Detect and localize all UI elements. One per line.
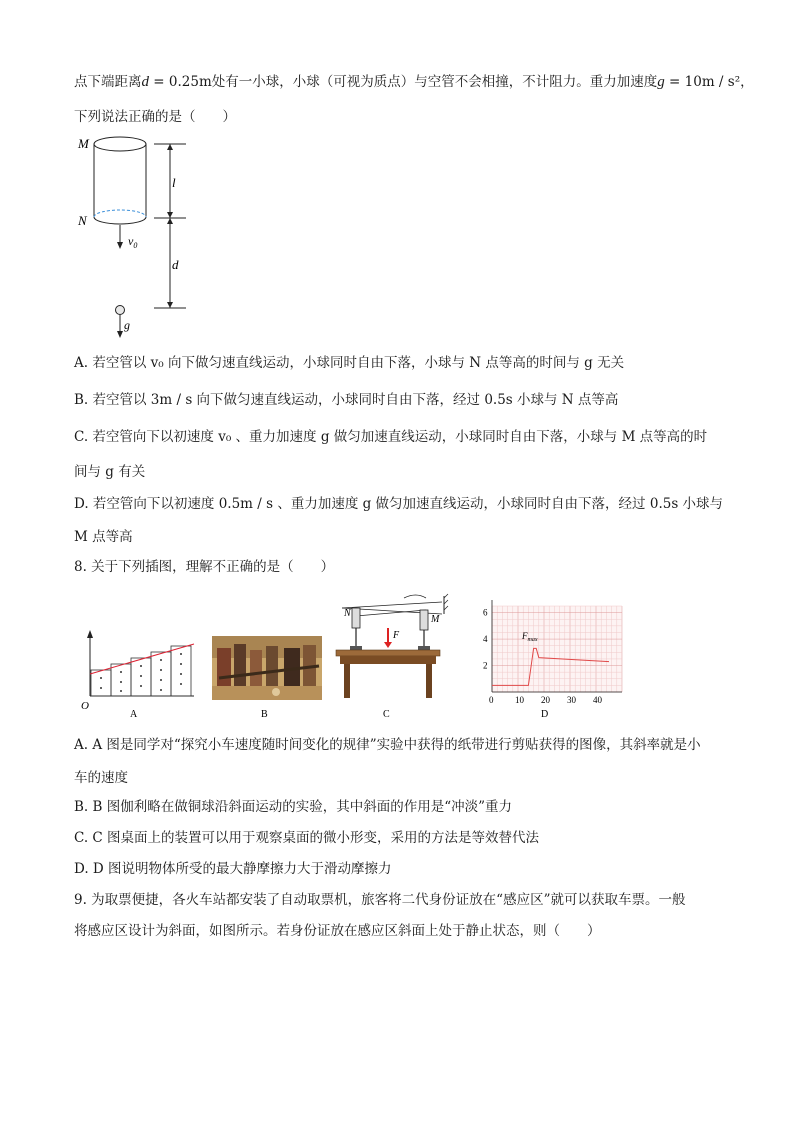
y-tick-label: 6: [483, 607, 488, 618]
label-d: d: [172, 257, 179, 272]
label-l: l: [172, 175, 176, 190]
label-g: g: [124, 318, 130, 332]
y-tick-label: 4: [483, 634, 488, 645]
q8-option-c: C. C 图桌面上的装置可以用于观察桌面的微小形变，采用的方法是等效替代法: [74, 830, 540, 846]
x-tick-label: 10: [515, 695, 524, 705]
caption-a: A: [130, 709, 138, 720]
caption-d: D: [541, 709, 549, 720]
tube-ball-figure: [74, 128, 194, 343]
x-tick-label: 40: [593, 695, 602, 705]
q7-option-a: A. 若空管以 v₀ 向下做匀速直线运动，小球同时自由下落，小球与 N 点等高的时间与 g 无关: [74, 355, 625, 371]
figure-d-friction-chart: [483, 600, 622, 720]
q8-option-d: D. D 图说明物体所受的最大静摩擦力大于滑动摩擦力: [74, 861, 392, 877]
mirror-n-label: N: [344, 608, 351, 619]
q7-option-c-line2: 间与 g 有关: [74, 464, 146, 480]
q7-option-b: B. 若空管以 3m / s 向下做匀速直线运动，小球同时自由下落，经过 0.5s 小球与 N 点等高: [74, 392, 619, 408]
q7-option-c-line1: C. 若空管向下以初速度 v₀ 、重力加速度 g 做匀加速直线运动，小球同时自由下落，小球与 M 点等高的时: [74, 429, 708, 445]
q8-figures: [74, 588, 634, 720]
mirror-m-label: M: [431, 614, 440, 625]
q8-stem: 8. 关于下列插图，理解不正确的是（ ）: [74, 559, 335, 575]
q8-option-a-line2: 车的速度: [74, 770, 128, 786]
label-v0: $v_0$: [128, 234, 138, 250]
q7-option-d-line1: D. 若空管向下以初速度 0.5m / s 、重力加速度 g 做匀加速直线运动，小球同时自由下落，经过 0.5s 小球与: [74, 496, 724, 512]
q8-option-a-line1: A. A 图是同学对“探究小车速度随时间变化的规律”实验中获得的纸带进行剪贴获得的图像，其斜率就是小: [74, 737, 701, 753]
x-tick-label: 30: [567, 695, 576, 705]
q9-stem-line2: 将感应区设计为斜面，如图所示。若身份证放在感应区斜面上处于静止状态，则（ ）: [74, 923, 601, 939]
origin-label: O: [81, 700, 89, 712]
q9-stem-line1: 9. 为取票便捷，各火车站都安装了自动取票机，旅客将二代身份证放在“感应区”就可以获取车票。一般: [74, 892, 686, 908]
caption-c: C: [383, 709, 390, 720]
figure-b-galileo-painting: [212, 636, 322, 720]
figure-a-paper-tape: [81, 630, 194, 720]
label-N: N: [78, 213, 87, 228]
x-tick-label: 20: [541, 695, 550, 705]
var-g: g: [657, 74, 665, 90]
var-d: d: [141, 74, 149, 90]
figure-c-table-mirrors: [336, 594, 448, 720]
q7-stem-line2: 下列说法正确的是（ ）: [74, 109, 236, 125]
q8-option-b: B. B 图伽利略在做铜球沿斜面运动的实验，其中斜面的作用是“冲淡”重力: [74, 799, 513, 815]
label-M: M: [78, 136, 89, 151]
caption-b: B: [261, 709, 268, 720]
q7-option-d-line2: M 点等高: [74, 529, 133, 545]
force-f-label: F: [393, 630, 400, 641]
x-tick-label: 0: [489, 695, 494, 705]
y-tick-label: 2: [483, 660, 488, 671]
fmax-label: $F_{max}$: [522, 631, 538, 643]
q7-stem-line1: 点下端距离d = 0.25m处有一小球，小球（可视为质点）与空管不会相撞，不计阻力。重力加速度g = 10m / s²，: [74, 74, 754, 90]
